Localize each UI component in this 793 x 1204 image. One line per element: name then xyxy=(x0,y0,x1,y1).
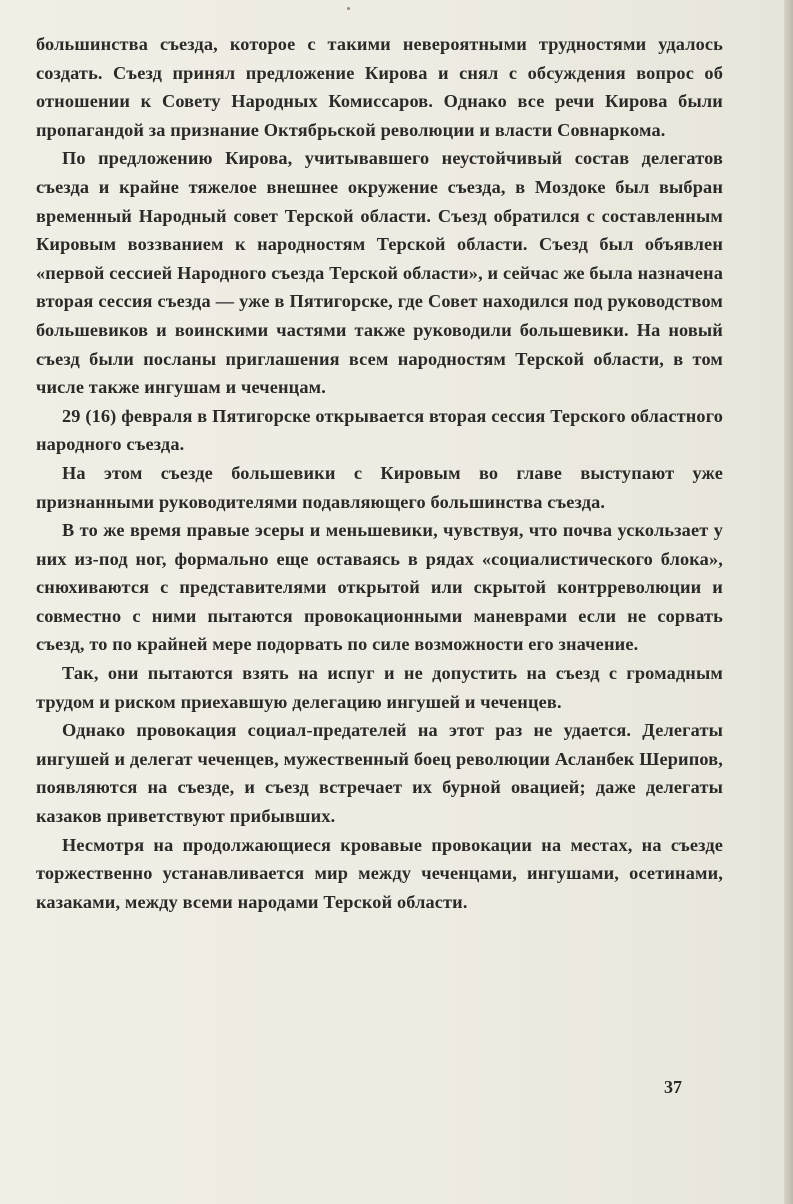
paragraph-delegation: Так, они пытаются взять на испуг и не допустить на съезд с громадным трудом и риском приехавшую делегацию ингушей и чеченцев. xyxy=(36,663,723,712)
paragraph-kirov-proposal: По предложению Кирова, учитывавшего неустойчивый состав делегатов съезда и крайне тяжелое внешнее окружение съезда, в Моздоке был выбран временный Народный совет Терской области. Съезд обратился с составленным Кировым воззванием к народностям Терской области. Съезд был объявлен «первой сессией Народного съезда Терской области», и сейчас же была назначена вторая сессия съезда — уже в Пятигорске, где Совет находился под руководством большевиков и воинскими частями также руководили большевики. На новый съезд были посланы приглашения всем народностям Терской области, в том числе также ингушам и чеченцам. xyxy=(36,148,723,398)
paragraph-second-session: 29 (16) февраля в Пятигорске открывается вторая сессия Терского областного народного съезда. xyxy=(36,405,723,455)
paragraph-ovation: Однако провокация социал-предателей на этот раз не удается. Делегаты ингушей и делегат чеченцев, мужественный боец революции Асланбек Шерипов, появляются на съезде, и съезд встречает их бурной овацией; даже делегаты казаков приветствуют прибывших. xyxy=(36,720,723,827)
paragraph-bolsheviks-leaders: На этом съезде большевики с Кировым во главе выступают уже признанными руководителями подавляющего большинства съезда. xyxy=(36,462,723,512)
paragraph-peace: Несмотря на продолжающиеся кровавые провокации на местах, на съезде торжественно устанавливается мир между чеченцами, ингушами, осетинами, казаками, между всеми народами Терской области. xyxy=(36,834,723,912)
page-speck xyxy=(347,7,350,10)
page-edge-shadow xyxy=(784,0,793,1204)
page-number: 37 xyxy=(664,1077,682,1097)
paragraph-continuation: большинства съезда, которое с такими невероятными трудностями удалось создать. Съезд принял предложение Кирова и снял с обсуждения вопрос об отношении к Совету Народных Комиссаров. Однако все речи Кирова были пропагандой за признание Октябрьской революции и власти Совнаркома. xyxy=(36,34,723,140)
paragraph-provocations: В то же время правые эсеры и меньшевики, чувствуя, что почва ускользает у них из-под ног, формально еще оставаясь в рядах «социалистического блока», снюхиваются с представителями открытой или скрытой контрреволюции и совместно с ними пытаются провокационными маневрами если не сорвать съезд, то по крайней мере подорвать по силе возможности его значение. xyxy=(36,520,723,655)
body-text xyxy=(36,30,723,916)
